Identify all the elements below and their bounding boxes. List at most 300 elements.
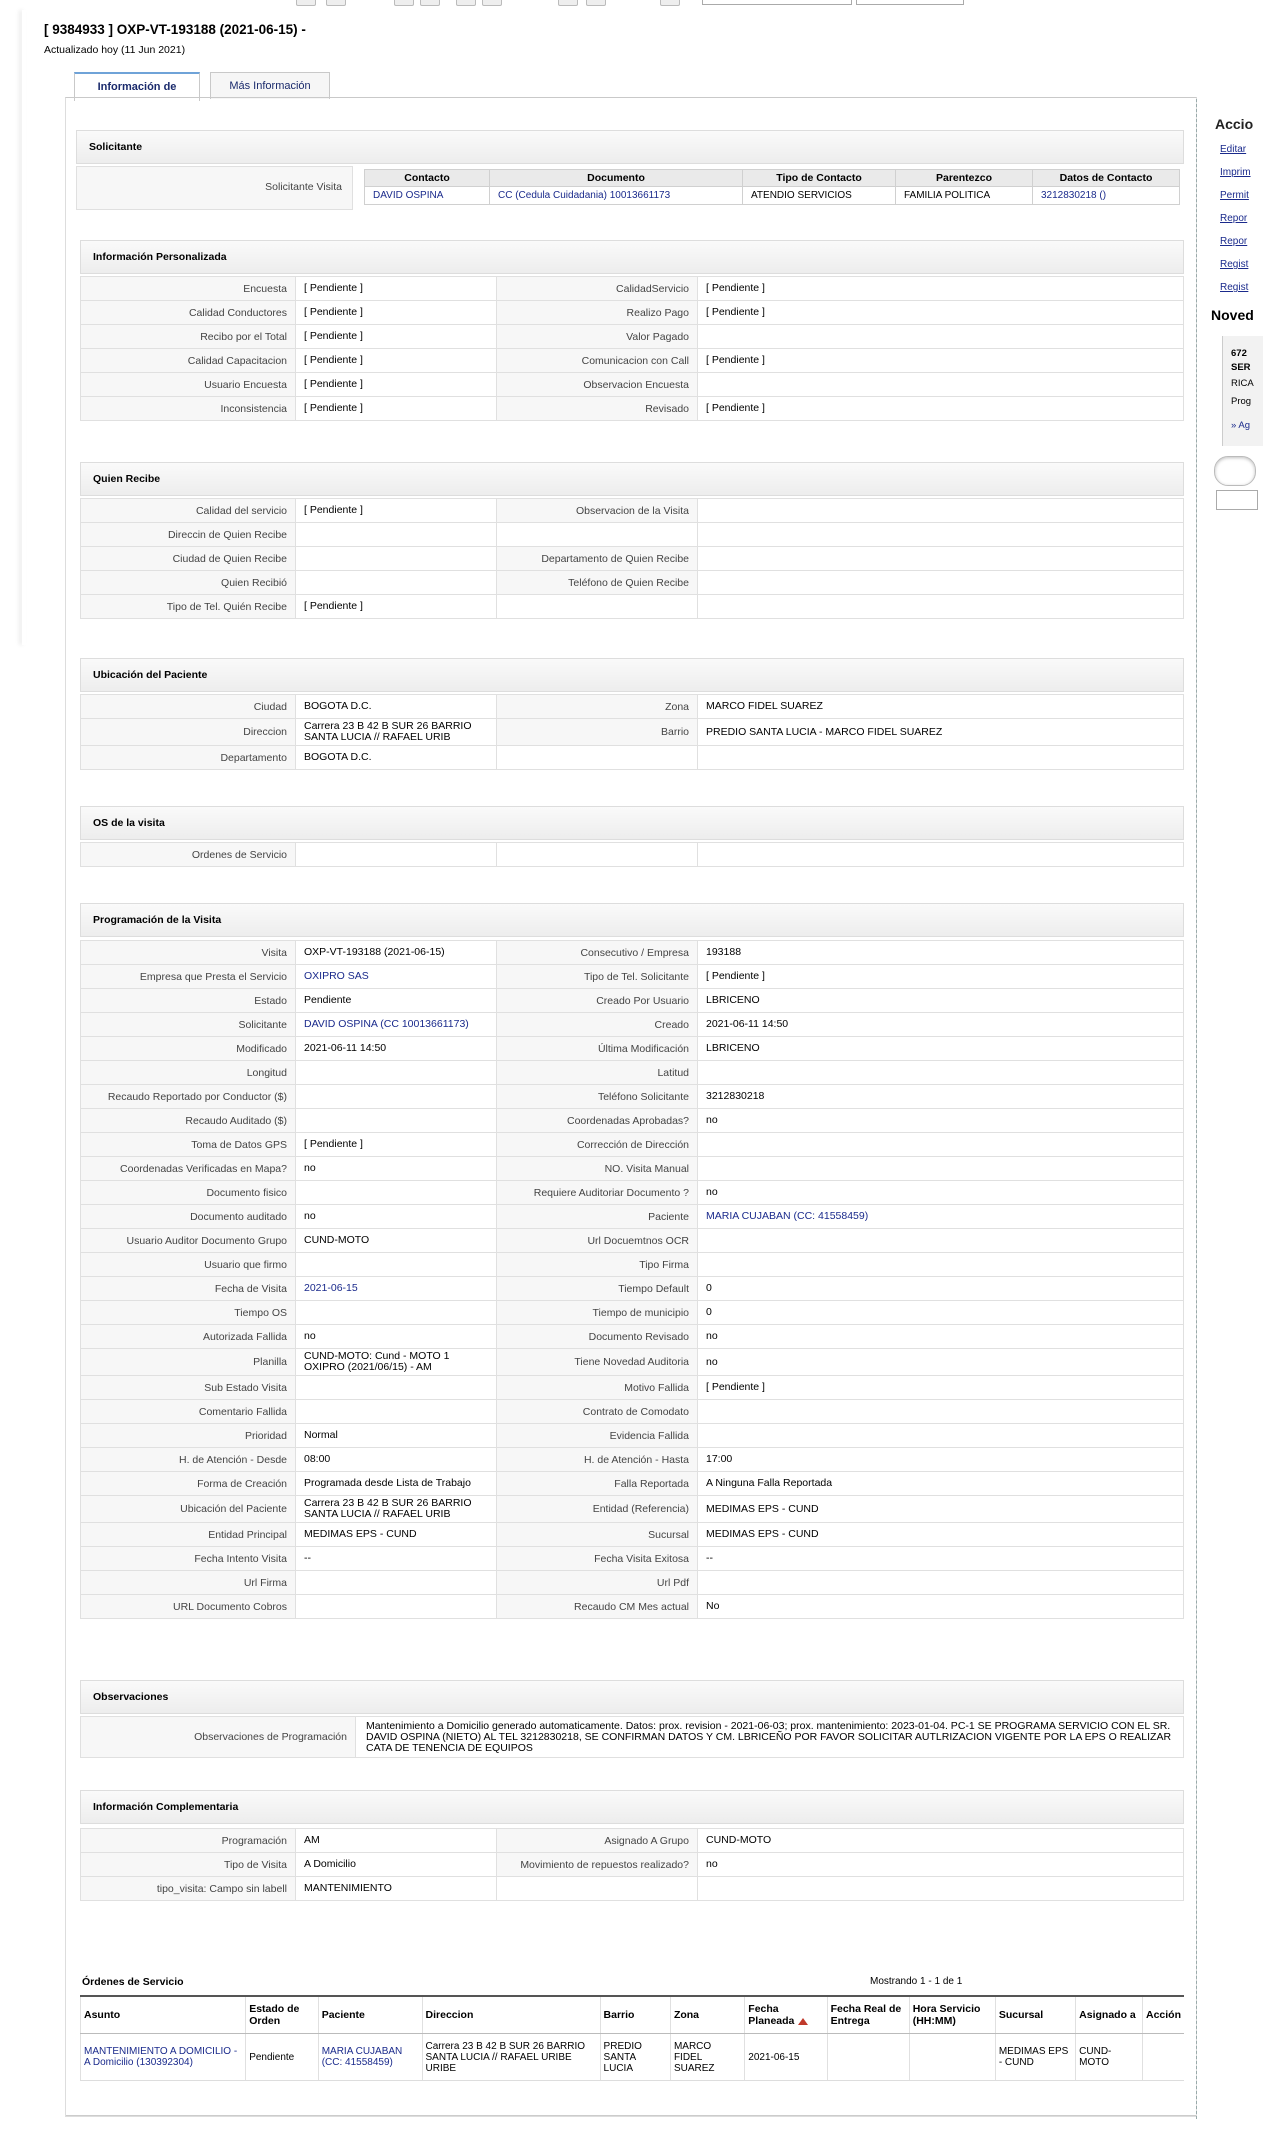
field-value — [296, 1085, 497, 1109]
field-label: Inconsistencia — [81, 397, 296, 421]
field-value: OXIPRO SAS — [296, 965, 497, 989]
field-label: Departamento — [81, 746, 296, 770]
form-row — [81, 1523, 1184, 1547]
field-value — [296, 571, 497, 595]
field-value: no — [296, 1325, 497, 1349]
field-value — [698, 1157, 1184, 1181]
form-row — [81, 1061, 1184, 1085]
column-header: Documento — [490, 170, 743, 187]
field-value — [296, 547, 497, 571]
bottom-divider — [66, 2115, 1196, 2116]
contact-document[interactable]: CC (Cedula Cuidadania) 10013661173 — [490, 187, 743, 205]
field-value — [698, 547, 1184, 571]
field-label: Comentario Fallida — [81, 1400, 296, 1424]
field-value: DAVID OSPINA (CC 10013661173) — [296, 1013, 497, 1037]
field-label: CalidadServicio — [497, 277, 698, 301]
field-value: [ Pendiente ] — [296, 397, 497, 421]
field-label: URL Documento Cobros — [81, 1595, 296, 1619]
field-label: Recibo por el Total — [81, 325, 296, 349]
field-value — [296, 1253, 497, 1277]
field-value — [698, 1229, 1184, 1253]
field-label: Calidad Capacitacion — [81, 349, 296, 373]
column-header[interactable]: Asunto — [81, 1996, 246, 2034]
empty-cell — [497, 523, 698, 547]
field-value: LBRICENO — [698, 1037, 1184, 1061]
field-label: Latitud — [497, 1061, 698, 1085]
solicitante-label: Solicitante Visita — [265, 181, 342, 193]
field-label: Tiempo de municipio — [497, 1301, 698, 1325]
section-title: Quien Recibe — [80, 462, 1184, 496]
novedad-card — [1222, 336, 1263, 446]
field-value: no — [698, 1349, 1184, 1376]
field-value: [ Pendiente ] — [296, 373, 497, 397]
form-row — [81, 1205, 1184, 1229]
order-patient-link[interactable]: MARIA CUJABAN (CC: 41558459) — [318, 2034, 422, 2081]
empty-cell — [497, 746, 698, 770]
observaciones-row — [81, 1717, 1184, 1758]
sort-asc-icon[interactable] — [798, 2018, 808, 2025]
section-ubicacion — [80, 658, 1184, 692]
form-row — [81, 1109, 1184, 1133]
section-title: Programación de la Visita — [80, 903, 1184, 937]
column-header[interactable]: Estado de Orden — [246, 1996, 319, 2034]
field-value: A Domicilio — [296, 1853, 497, 1877]
field-value — [296, 1595, 497, 1619]
field-label: Requiere Auditoriar Documento ? — [497, 1181, 698, 1205]
order-subject-link[interactable]: MANTENIMIENTO A DOMICILIO - A Domicilio (130392304) — [81, 2034, 246, 2081]
field-value: [ Pendiente ] — [698, 301, 1184, 325]
toolbar-button[interactable] — [660, 0, 680, 6]
field-label: Revisado — [497, 397, 698, 421]
column-header[interactable]: Barrio — [600, 1996, 670, 2034]
field-label: Tiempo OS — [81, 1301, 296, 1325]
field-value — [698, 571, 1184, 595]
field-label: Documento Revisado — [497, 1325, 698, 1349]
form-row — [81, 1157, 1184, 1181]
action-link-report[interactable]: Repor — [1220, 213, 1248, 224]
column-header: Parentezco — [896, 170, 1033, 187]
action-link-report[interactable]: Repor — [1220, 236, 1248, 247]
field-value — [296, 1109, 497, 1133]
field-label: Toma de Datos GPS — [81, 1133, 296, 1157]
field-value: no — [296, 1157, 497, 1181]
contact-name-link[interactable]: DAVID OSPINA — [365, 187, 490, 205]
field-label: Ciudad — [81, 695, 296, 719]
empty-cell — [698, 746, 1184, 770]
field-value: 2021-06-11 14:50 — [296, 1037, 497, 1061]
form-row — [81, 1571, 1184, 1595]
field-label: tipo_visita: Campo sin labell — [81, 1877, 296, 1901]
field-value: no — [698, 1853, 1184, 1877]
novedad-add-link[interactable]: » Ag — [1231, 420, 1251, 431]
field-value: no — [698, 1109, 1184, 1133]
field-value — [698, 1253, 1184, 1277]
section-title: Observaciones — [80, 1680, 1184, 1714]
field-label: Asignado A Grupo — [497, 1829, 698, 1853]
field-label: Tipo de Visita — [81, 1853, 296, 1877]
contact-relationship: FAMILIA POLITICA — [896, 187, 1033, 205]
field-value: BOGOTA D.C. — [296, 695, 497, 719]
field-value — [698, 1400, 1184, 1424]
os-visita-table — [80, 842, 1184, 867]
field-value — [698, 1133, 1184, 1157]
empty-cell — [497, 1877, 698, 1901]
quien-recibe-table — [80, 498, 1184, 619]
field-value: [ Pendiente ] — [296, 301, 497, 325]
field-value: CUND-MOTO: Cund - MOTO 1 OXIPRO (2021/06/15) - AM — [296, 1349, 497, 1376]
field-label: Barrio — [497, 719, 698, 746]
field-value — [698, 373, 1184, 397]
field-label: Recaudo CM Mes actual — [497, 1595, 698, 1619]
tab-informacion[interactable]: Información de — [74, 72, 200, 101]
field-label: Url Pdf — [497, 1571, 698, 1595]
order-address: Carrera 23 B 42 B SUR 26 BARRIO SANTA LUCIA // RAFAEL URIBE URIBE — [422, 2034, 600, 2081]
field-label: Sucursal — [497, 1523, 698, 1547]
novedad-line: Prog — [1231, 396, 1252, 407]
field-value — [296, 843, 497, 867]
form-row — [81, 1349, 1184, 1376]
form-row — [81, 1013, 1184, 1037]
form-row — [81, 1496, 1184, 1523]
field-value: [ Pendiente ] — [698, 397, 1184, 421]
form-row — [81, 719, 1184, 746]
field-label: Evidencia Fallida — [497, 1424, 698, 1448]
field-value: LBRICENO — [698, 989, 1184, 1013]
field-label: Modificado — [81, 1037, 296, 1061]
form-row — [81, 1277, 1184, 1301]
column-header[interactable]: Direccion — [422, 1996, 600, 2034]
column-header: Datos de Contacto — [1033, 170, 1180, 187]
form-row — [81, 499, 1184, 523]
toggle-switch[interactable] — [1214, 456, 1256, 486]
column-header[interactable]: Hora Servicio (HH:MM) — [909, 1996, 995, 2034]
field-value — [296, 1571, 497, 1595]
column-header[interactable]: Paciente — [318, 1996, 422, 2034]
field-value: [ Pendiente ] — [296, 325, 497, 349]
field-value: BOGOTA D.C. — [296, 746, 497, 770]
field-value: Carrera 23 B 42 B SUR 26 BARRIO SANTA LUCIA // RAFAEL URIB — [296, 1496, 497, 1523]
form-row — [81, 277, 1184, 301]
field-label: Visita — [81, 941, 296, 965]
form-row — [81, 1253, 1184, 1277]
field-value: [ Pendiente ] — [698, 349, 1184, 373]
field-value — [296, 1376, 497, 1400]
order-barrio: PREDIO SANTA LUCIA — [600, 2034, 670, 2081]
column-header-fecha-planeada[interactable] — [745, 1996, 827, 2034]
field-value: MEDIMAS EPS - CUND — [698, 1523, 1184, 1547]
form-row — [81, 1448, 1184, 1472]
field-label: Tipo de Tel. Solicitante — [497, 965, 698, 989]
field-label: NO. Visita Manual — [497, 1157, 698, 1181]
form-row — [81, 1325, 1184, 1349]
field-label: Teléfono Solicitante — [497, 1085, 698, 1109]
toolbar-button[interactable] — [296, 0, 316, 6]
field-value — [698, 1061, 1184, 1085]
field-label: Longitud — [81, 1061, 296, 1085]
field-label: Documento auditado — [81, 1205, 296, 1229]
form-row — [81, 1595, 1184, 1619]
field-value: MARCO FIDEL SUAREZ — [698, 695, 1184, 719]
novedad-line: SER — [1231, 362, 1251, 373]
field-label: Empresa que Presta el Servicio — [81, 965, 296, 989]
top-toolbar-strip — [0, 0, 1251, 6]
toolbar-button[interactable] — [420, 0, 440, 6]
form-row — [81, 941, 1184, 965]
toolbar-button[interactable] — [394, 0, 414, 6]
field-value — [698, 1424, 1184, 1448]
field-label: Paciente — [497, 1205, 698, 1229]
column-header[interactable]: Asignado a — [1076, 1996, 1143, 2034]
field-label: Falla Reportada — [497, 1472, 698, 1496]
ordenes-table — [80, 1995, 1184, 2081]
section-programacion — [80, 903, 1184, 937]
order-action[interactable] — [1142, 2034, 1184, 2081]
field-value: 08:00 — [296, 1448, 497, 1472]
field-value — [296, 1301, 497, 1325]
form-row — [81, 547, 1184, 571]
ordenes-count: Mostrando 1 - 1 de 1 — [870, 1976, 963, 1987]
page-updated: Actualizado hoy (11 Jun 2021) — [44, 44, 186, 56]
column-header[interactable]: Zona — [670, 1996, 744, 2034]
field-label: Direccin de Quien Recibe — [81, 523, 296, 547]
form-row — [81, 746, 1184, 770]
field-label: Calidad Conductores — [81, 301, 296, 325]
field-label: Motivo Fallida — [497, 1376, 698, 1400]
section-complementaria — [80, 1790, 1184, 1824]
field-label: Forma de Creación — [81, 1472, 296, 1496]
action-link-register[interactable]: Regist — [1220, 259, 1249, 270]
acciones-title: Accio — [1215, 116, 1254, 132]
order-planned-date: 2021-06-15 — [745, 2034, 827, 2081]
field-value: MEDIMAS EPS - CUND — [296, 1523, 497, 1547]
field-label: Calidad del servicio — [81, 499, 296, 523]
form-row — [81, 595, 1184, 619]
field-label: Movimiento de repuestos realizado? — [497, 1853, 698, 1877]
table-row — [81, 2034, 1185, 2081]
field-label: Estado — [81, 989, 296, 1013]
ordenes-title: Órdenes de Servicio — [82, 1976, 184, 1988]
order-sucursal: MEDIMAS EPS - CUND — [995, 2034, 1075, 2081]
ordenes-header-row — [81, 1996, 1185, 2034]
form-row — [81, 1424, 1184, 1448]
section-observaciones — [80, 1680, 1184, 1714]
section-title: OS de la visita — [80, 806, 1184, 840]
page-title: [ 9384933 ] OXP-VT-193188 (2021-06-15) - — [44, 22, 306, 37]
toolbar-field[interactable] — [702, 0, 852, 5]
empty-cell — [698, 1877, 1184, 1901]
tab-mas-informacion[interactable]: Más Información — [210, 72, 330, 99]
section-title: Información Complementaria — [80, 1790, 1184, 1824]
field-value: No — [698, 1595, 1184, 1619]
contact-row — [365, 187, 1180, 205]
field-label: Ordenes de Servicio — [81, 843, 296, 867]
field-label: Documento fisico — [81, 1181, 296, 1205]
sidebar-input[interactable] — [1216, 490, 1258, 510]
novedades-title: Noved — [1211, 307, 1254, 323]
field-value: [ Pendiente ] — [296, 595, 497, 619]
action-link-register[interactable]: Regist — [1220, 282, 1249, 293]
section-os-visita — [80, 806, 1184, 840]
field-label: Departamento de Quien Recibe — [497, 547, 698, 571]
field-label: Consecutivo / Empresa — [497, 941, 698, 965]
field-label: Valor Pagado — [497, 325, 698, 349]
contacts-header-row — [365, 170, 1180, 187]
ubicacion-table — [80, 694, 1184, 770]
toolbar-button[interactable] — [586, 0, 606, 6]
field-label: Observacion Encuesta — [497, 373, 698, 397]
field-value: 0 — [698, 1277, 1184, 1301]
field-value — [698, 325, 1184, 349]
form-row — [81, 695, 1184, 719]
action-link-permit[interactable]: Permit — [1220, 190, 1249, 201]
form-row — [81, 1877, 1184, 1901]
order-service-time — [909, 2034, 995, 2081]
form-row — [81, 325, 1184, 349]
section-title: Solicitante — [76, 130, 1184, 164]
field-value: 3212830218 — [698, 1085, 1184, 1109]
column-header[interactable]: Fecha Real de Entrega — [827, 1996, 909, 2034]
form-row — [81, 1547, 1184, 1571]
field-label: Ubicación del Paciente — [81, 1496, 296, 1523]
field-label: Creado — [497, 1013, 698, 1037]
empty-cell — [497, 595, 698, 619]
order-status: Pendiente — [246, 2034, 319, 2081]
field-label: Sub Estado Visita — [81, 1376, 296, 1400]
field-value — [296, 1061, 497, 1085]
field-value — [296, 523, 497, 547]
field-label: Tipo de Tel. Quién Recibe — [81, 595, 296, 619]
field-value — [698, 1571, 1184, 1595]
column-header: Acción — [1142, 1996, 1184, 2034]
field-value: Programada desde Lista de Trabajo — [296, 1472, 497, 1496]
observaciones-table — [80, 1716, 1184, 1758]
toolbar-button[interactable] — [456, 0, 476, 6]
field-label: Ciudad de Quien Recibe — [81, 547, 296, 571]
action-link-print[interactable]: Imprim — [1220, 167, 1251, 178]
form-row — [81, 523, 1184, 547]
field-label: Tiempo Default — [497, 1277, 698, 1301]
field-label: H. de Atención - Hasta — [497, 1448, 698, 1472]
field-value: [ Pendiente ] — [698, 965, 1184, 989]
empty-cell — [698, 595, 1184, 619]
field-value: AM — [296, 1829, 497, 1853]
sidebar-separator — [1196, 99, 1197, 2119]
field-label: Creado Por Usuario — [497, 989, 698, 1013]
section-solicitante — [76, 130, 1184, 164]
form-row — [81, 1085, 1184, 1109]
form-row — [81, 1229, 1184, 1253]
field-label: Coordenadas Verificadas en Mapa? — [81, 1157, 296, 1181]
field-label: Entidad Principal — [81, 1523, 296, 1547]
field-label: Realizo Pago — [497, 301, 698, 325]
section-title: Ubicación del Paciente — [80, 658, 1184, 692]
form-row — [81, 1181, 1184, 1205]
field-value: Normal — [296, 1424, 497, 1448]
field-value: MEDIMAS EPS - CUND — [698, 1496, 1184, 1523]
column-header[interactable]: Sucursal — [995, 1996, 1075, 2034]
field-value: A Ninguna Falla Reportada — [698, 1472, 1184, 1496]
form-row — [81, 571, 1184, 595]
empty-cell — [698, 523, 1184, 547]
toolbar-button[interactable] — [558, 0, 578, 6]
column-header-label: Fecha Planeada — [748, 2003, 795, 2027]
field-value: MANTENIMIENTO — [296, 1877, 497, 1901]
form-row — [81, 1376, 1184, 1400]
field-value: PREDIO SANTA LUCIA - MARCO FIDEL SUAREZ — [698, 719, 1184, 746]
field-value: [ Pendiente ] — [296, 1133, 497, 1157]
field-value: no — [698, 1181, 1184, 1205]
toolbar-button[interactable] — [326, 0, 346, 6]
form-row — [81, 1400, 1184, 1424]
field-value: 193188 — [698, 941, 1184, 965]
field-label: Solicitante — [81, 1013, 296, 1037]
form-row — [81, 843, 1184, 867]
field-label: Zona — [497, 695, 698, 719]
window-shadow — [22, 10, 26, 645]
form-row — [81, 301, 1184, 325]
field-value: CUND-MOTO — [296, 1229, 497, 1253]
field-label: Autorizada Fallida — [81, 1325, 296, 1349]
field-label: Recaudo Auditado ($) — [81, 1109, 296, 1133]
field-label: Fecha de Visita — [81, 1277, 296, 1301]
form-row — [81, 349, 1184, 373]
form-row — [81, 1829, 1184, 1853]
field-value: [ Pendiente ] — [296, 499, 497, 523]
field-value: OXP-VT-193188 (2021-06-15) — [296, 941, 497, 965]
field-value: [ Pendiente ] — [698, 277, 1184, 301]
toolbar-button[interactable] — [482, 0, 502, 6]
field-label: Corrección de Dirección — [497, 1133, 698, 1157]
section-quien-recibe — [80, 462, 1184, 496]
field-value: Pendiente — [296, 989, 497, 1013]
toolbar-field[interactable] — [856, 0, 964, 5]
form-row — [81, 1472, 1184, 1496]
field-label: Usuario Encuesta — [81, 373, 296, 397]
column-header: Contacto — [365, 170, 490, 187]
field-label: Observacion de la Visita — [497, 499, 698, 523]
field-label: Prioridad — [81, 1424, 296, 1448]
field-label: Entidad (Referencia) — [497, 1496, 698, 1523]
field-label: Teléfono de Quien Recibe — [497, 571, 698, 595]
form-row — [81, 1133, 1184, 1157]
field-label: H. de Atención - Desde — [81, 1448, 296, 1472]
field-value: 0 — [698, 1301, 1184, 1325]
order-zona: MARCO FIDEL SUAREZ — [670, 2034, 744, 2081]
info-personalizada-table — [80, 276, 1184, 421]
action-link-edit[interactable]: Editar — [1220, 144, 1247, 155]
form-row — [81, 397, 1184, 421]
field-label: Encuesta — [81, 277, 296, 301]
programacion-table — [80, 940, 1184, 1619]
field-label: Fecha Intento Visita — [81, 1547, 296, 1571]
field-label: Tiene Novedad Auditoria — [497, 1349, 698, 1376]
contact-data-link[interactable]: 3212830218 () — [1033, 187, 1180, 205]
form-row — [81, 373, 1184, 397]
field-label: Url Docuemtnos OCR — [497, 1229, 698, 1253]
field-label: Url Firma — [81, 1571, 296, 1595]
field-label: Contrato de Comodato — [497, 1400, 698, 1424]
contact-type: ATENDIO SERVICIOS — [743, 187, 896, 205]
field-value: MARIA CUJABAN (CC: 41558459) — [698, 1205, 1184, 1229]
form-row — [81, 965, 1184, 989]
field-value: 2021-06-15 — [296, 1277, 497, 1301]
field-label: Direccion — [81, 719, 296, 746]
empty-cell — [698, 843, 1184, 867]
field-label: Programación — [81, 1829, 296, 1853]
field-label: Comunicacion con Call — [497, 349, 698, 373]
field-label: Usuario que firmo — [81, 1253, 296, 1277]
field-value: Carrera 23 B 42 B SUR 26 BARRIO SANTA LUCIA // RAFAEL URIB — [296, 719, 497, 746]
